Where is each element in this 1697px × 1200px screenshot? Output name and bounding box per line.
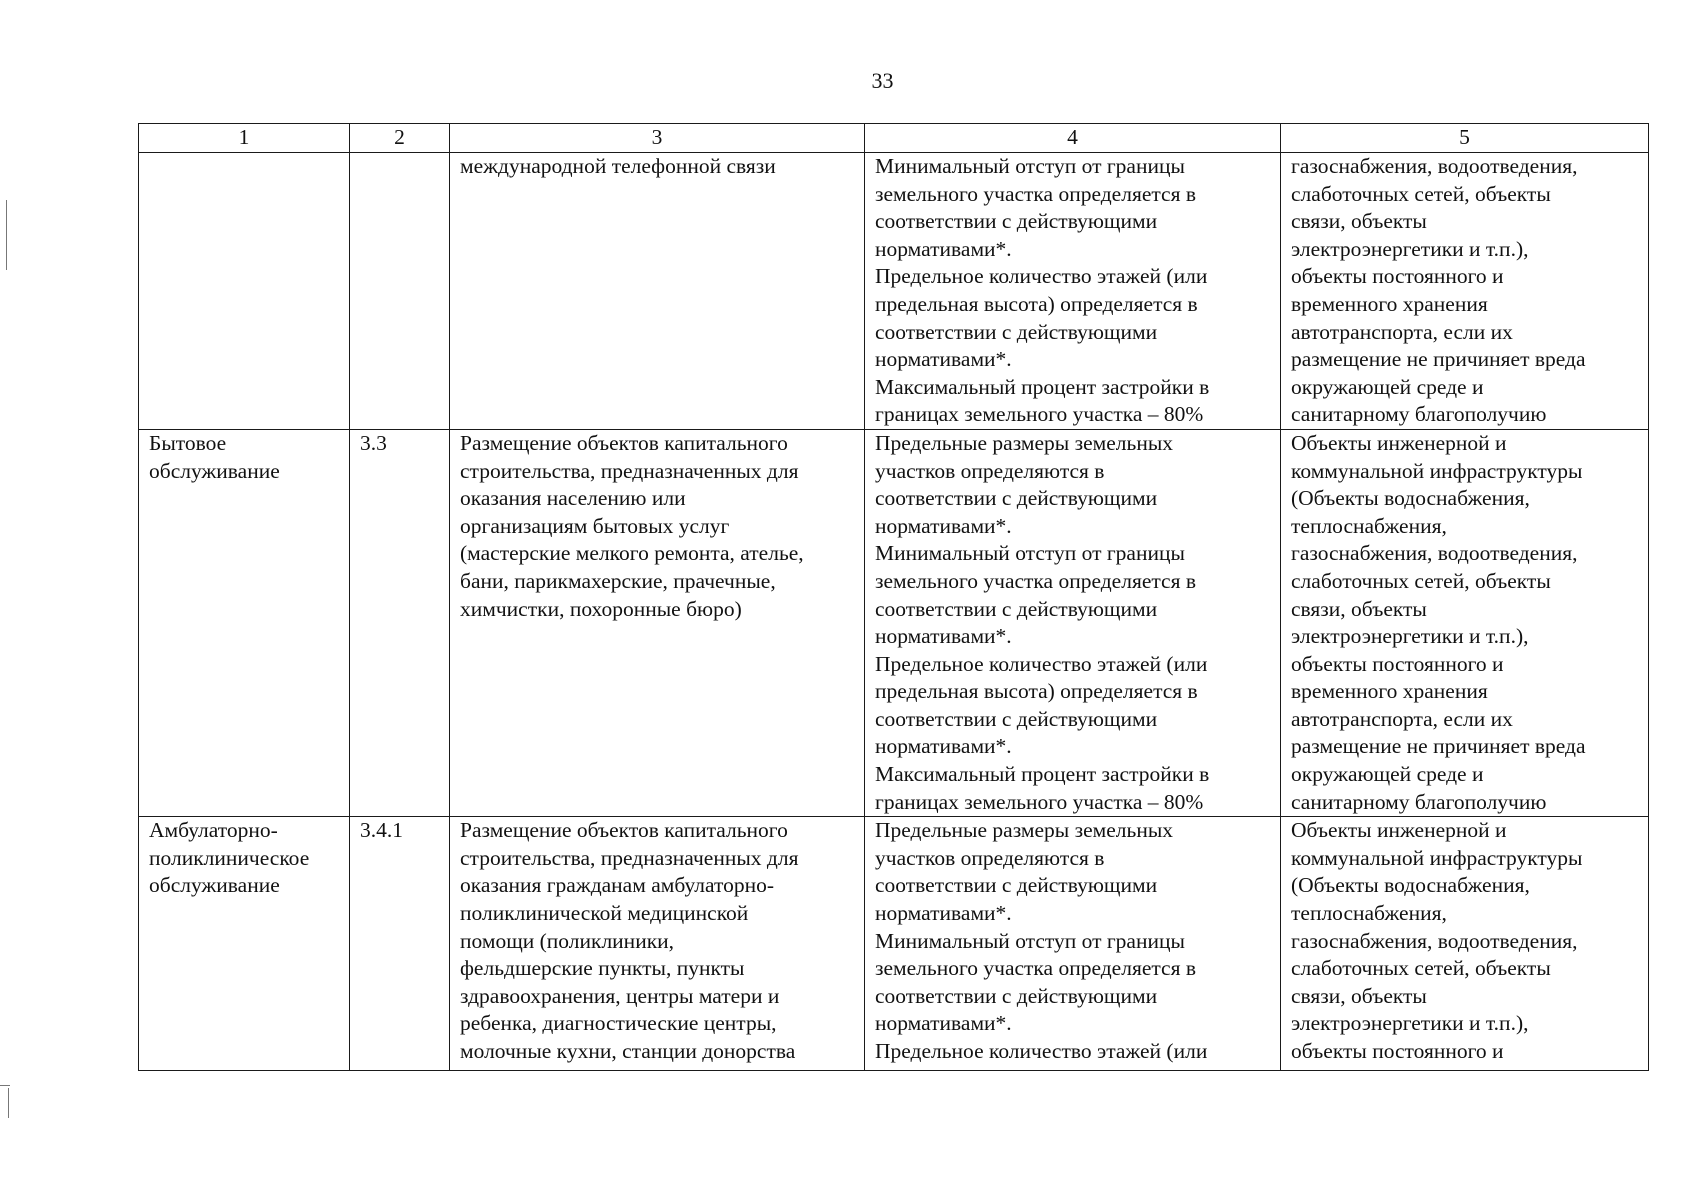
cell-text-line: автотранспорта, если их [1291,706,1513,731]
cell-text-line: Максимальный процент застройки в [875,762,1210,787]
table-row [139,429,1649,816]
cell-text-line: Предельное количество этажей (или [875,264,1208,289]
cell-text-line: Предельные размеры земельных [875,818,1174,843]
cell-text-line: соответствии с действующими [875,209,1158,234]
table-header-row [139,124,1649,153]
use-description-cell [450,153,865,430]
use-name-cell [139,817,350,1071]
cell-text-line: границах земельного участка – 80% [875,789,1204,814]
header-cell: 4 [865,124,1281,153]
use-name-cell [139,429,350,816]
use-code-cell [350,429,450,816]
cell-text-line: связи, объекты [1291,596,1427,621]
cell-text-line: окружающей среде и [1291,762,1484,787]
auxiliary-uses-cell [1281,429,1649,816]
cell-text-line: обслуживание [149,873,280,898]
cell-text-line: Минимальный отступ от границы [875,541,1185,566]
cell-text-line: здравоохранения, центры матери и [460,983,780,1008]
cell-text-line: молочные кухни, станции донорства [460,1039,796,1063]
cell-text-line: Бытовое [149,430,227,455]
cell-text-line: теплоснабжения, [1291,513,1447,538]
cell-text-line: Минимальный отступ от границы [875,928,1185,953]
cell-text-line: временного хранения [1291,679,1488,704]
cell-text-line: Предельное количество этажей (или [875,651,1208,676]
cell-text-line: автотранспорта, если их [1291,319,1513,344]
cell-text-line: (Объекты водоснабжения, [1291,486,1530,511]
cell-text-line: нормативами*. [875,901,1012,926]
cell-text-line: Предельное количество этажей (или [875,1039,1208,1063]
cell-text-line: участков определяются в [875,458,1105,483]
page-number: 33 [871,68,894,93]
parameters-cell [865,429,1281,816]
cell-text-line: коммунальной инфраструктуры [1291,845,1583,870]
cell-text-line: нормативами*. [875,1011,1012,1036]
cell-text-line: слаботочных сетей, объекты [1291,568,1551,593]
cell-text-line: оказания гражданам амбулаторно- [460,873,775,898]
cell-text-line: объекты постоянного и [1291,651,1504,676]
cell-text-line: земельного участка определяется в [875,181,1196,206]
use-description-cell [450,429,865,816]
cell-text-line: слаботочных сетей, объекты [1291,181,1551,206]
cell-text-line: соответствии с действующими [875,486,1158,511]
cell-text-line: бани, парикмахерские, прачечные, [460,568,776,593]
cell-text-line: коммунальной инфраструктуры [1291,458,1583,483]
cell-text-line: Размещение объектов капитального [460,430,788,455]
cell-text-line: строительства, предназначенных для [460,458,799,483]
cell-text-line: фельдшерские пункты, пункты [460,956,745,981]
cell-text-line: международной телефонной связи [460,154,776,178]
cell-text-line: соответствии с действующими [875,706,1158,731]
cell-text-line: (Объекты водоснабжения, [1291,873,1530,898]
cell-text-line: слаботочных сетей, объекты [1291,956,1551,981]
cell-text-line: связи, объекты [1291,209,1427,234]
cell-text-line: нормативами*. [875,236,1012,261]
cell-text-line: строительства, предназначенных для [460,845,799,870]
cell-text-line: Амбулаторно- [149,818,278,843]
cell-text-line: электроэнергетики и т.п.), [1291,624,1529,649]
cell-text-line: соответствии с действующими [875,319,1158,344]
cell-text-line: газоснабжения, водоотведения, [1291,541,1578,566]
header-cell: 2 [350,124,450,153]
cell-text-line: Объекты инженерной и [1291,818,1507,843]
header-cell: 1 [139,124,350,153]
cell-text-line: теплоснабжения, [1291,901,1447,926]
cell-text-line: санитарному благополучию [1291,402,1547,427]
cell-text-line: Предельные размеры земельных [875,430,1174,455]
use-description-cell [450,817,865,1071]
cell-text-line: земельного участка определяется в [875,956,1196,981]
cell-text-line: санитарному благополучию [1291,789,1547,814]
cell-text-line: ребенка, диагностические центры, [460,1011,777,1036]
cell-text-line: (мастерские мелкого ремонта, ателье, [460,541,804,566]
cell-text-line: газоснабжения, водоотведения, [1291,154,1578,178]
cell-text-line: объекты постоянного и [1291,264,1504,289]
parameters-cell [865,817,1281,1071]
cell-text-line: нормативами*. [875,513,1012,538]
cell-text-line: 3.3 [360,430,387,455]
cell-text-line: поликлинической медицинской [460,901,749,926]
cell-text-line: окружающей среде и [1291,374,1484,399]
cell-text-line: объекты постоянного и [1291,1039,1504,1063]
cell-text-line: Размещение объектов капитального [460,818,788,843]
scan-artifact [6,200,7,270]
cell-text-line: оказания населению или [460,486,686,511]
cell-text-line: химчистки, похоронные бюро) [460,596,742,621]
cell-text-line: связи, объекты [1291,983,1427,1008]
cell-text-line: размещение не причиняет вреда [1291,734,1586,759]
cell-text-line: временного хранения [1291,291,1488,316]
cell-text-line: соответствии с действующими [875,983,1158,1008]
cell-text-line: обслуживание [149,458,280,483]
auxiliary-uses-cell [1281,153,1649,430]
cell-text-line: электроэнергетики и т.п.), [1291,1011,1529,1036]
cell-text-line: границах земельного участка – 80% [875,402,1204,427]
cell-text-line: Объекты инженерной и [1291,430,1507,455]
cell-text-line: организациям бытовых услуг [460,513,730,538]
cell-text-line: помощи (поликлиники, [460,928,675,953]
cell-text-line: 3.4.1 [360,818,403,843]
cell-text-line: предельная высота) определяется в [875,679,1198,704]
header-cell: 5 [1281,124,1649,153]
cell-text-line: размещение не причиняет вреда [1291,347,1586,372]
cell-text-line: Минимальный отступ от границы [875,154,1185,178]
cell-text-line: нормативами*. [875,347,1012,372]
auxiliary-uses-cell [1281,817,1649,1071]
cell-text-line: земельного участка определяется в [875,568,1196,593]
regulations-table [138,123,1649,1071]
cell-text-line: соответствии с действующими [875,596,1158,621]
table-row [139,817,1649,1071]
use-name-cell [139,153,350,430]
cell-text-line: соответствии с действующими [875,873,1158,898]
scan-artifact [0,1085,10,1086]
cell-text-line: нормативами*. [875,734,1012,759]
cell-text-line: участков определяются в [875,845,1105,870]
header-cell: 3 [450,124,865,153]
cell-text-line: Максимальный процент застройки в [875,374,1210,399]
table-row [139,153,1649,430]
cell-text-line: электроэнергетики и т.п.), [1291,236,1529,261]
scan-artifact [8,1088,9,1118]
cell-text-line: газоснабжения, водоотведения, [1291,928,1578,953]
use-code-cell [350,817,450,1071]
parameters-cell [865,153,1281,430]
cell-text-line: предельная высота) определяется в [875,291,1198,316]
cell-text-line: поликлиническое [149,845,310,870]
cell-text-line: нормативами*. [875,624,1012,649]
use-code-cell [350,153,450,430]
